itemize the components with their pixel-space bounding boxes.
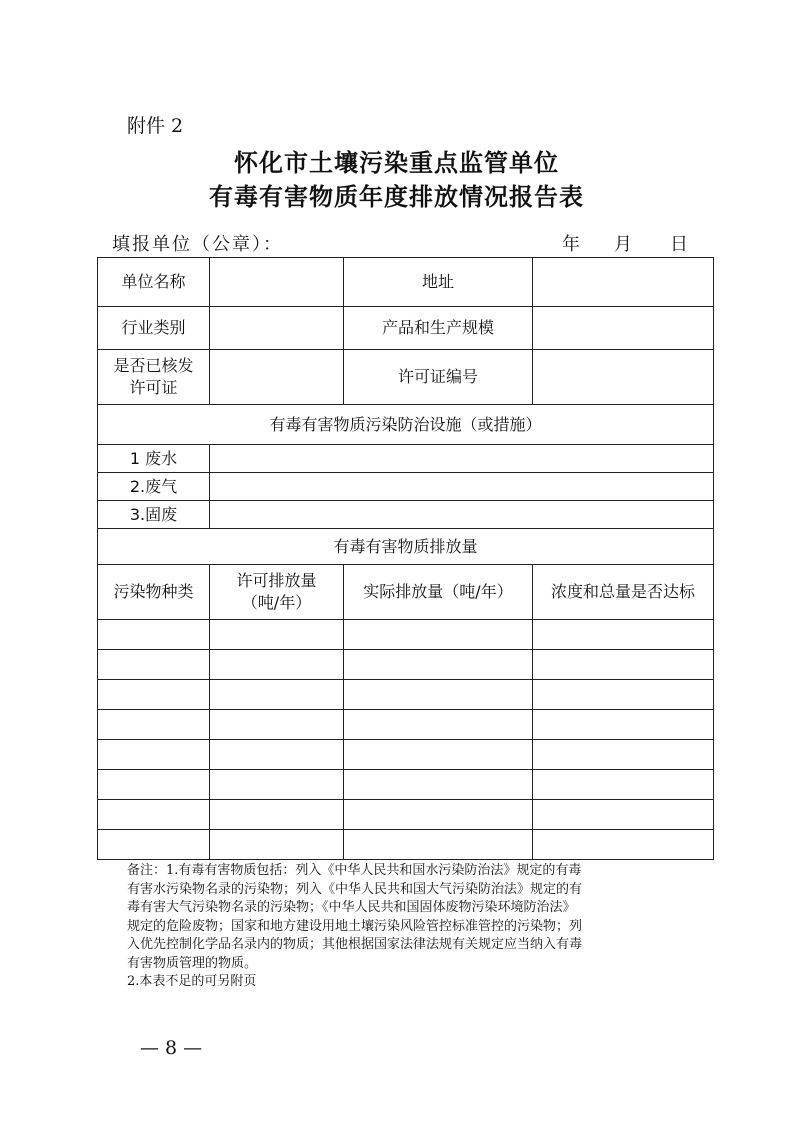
table-cell[interactable] — [533, 800, 714, 830]
table-cell[interactable] — [98, 770, 210, 800]
attachment-label: 附件 2 — [127, 115, 184, 137]
table-cell[interactable] — [344, 650, 533, 680]
table-cell[interactable] — [210, 710, 344, 740]
date-day-label: 日 — [670, 234, 688, 255]
table-cell[interactable] — [210, 650, 344, 680]
solidwaste-label: 3.固废 — [98, 501, 210, 529]
unit-name-field[interactable] — [210, 258, 344, 307]
wastegas-label: 2.废气 — [98, 473, 210, 501]
fill-unit-label: 填报单位（公章）： — [112, 234, 283, 255]
table-cell[interactable] — [210, 620, 344, 650]
col-header-permitted-line2: （吨/年） — [241, 593, 312, 612]
permit-issued-label-line2: 许可证 — [129, 378, 178, 397]
notes-line: 规定的危险废物；国家和地方建设用地土壤污染风险管控标准管控的污染物；列 — [127, 918, 583, 934]
industry-field[interactable] — [210, 307, 344, 350]
col-header-permitted — [210, 565, 344, 620]
table-cell[interactable] — [98, 740, 210, 770]
page-number: — 8 — — [140, 1037, 203, 1059]
col-header-pollutant: 污染物种类 — [98, 565, 210, 620]
table-cell[interactable] — [210, 830, 344, 860]
table-row — [98, 800, 714, 830]
document-title-line1: 怀化市土壤污染重点监管单位 — [234, 148, 559, 177]
table-row — [98, 650, 714, 680]
notes-block — [127, 862, 697, 992]
table-row — [98, 830, 714, 860]
table-cell[interactable] — [533, 650, 714, 680]
table-cell[interactable] — [344, 830, 533, 860]
notes-line: 有害水污染物名录的污染物；列入《中华人民共和国大气污染防治法》规定的有 — [127, 881, 583, 897]
table-cell[interactable] — [344, 620, 533, 650]
col-header-actual: 实际排放量（吨/年） — [344, 565, 533, 620]
table-row — [98, 680, 714, 710]
col-header-permitted-line1: 许可排放量 — [236, 571, 317, 590]
table-cell[interactable] — [344, 800, 533, 830]
table-cell[interactable] — [210, 800, 344, 830]
industry-label: 行业类别 — [98, 307, 210, 350]
table-cell[interactable] — [533, 620, 714, 650]
product-scale-field[interactable] — [533, 307, 714, 350]
wastegas-field[interactable] — [210, 473, 714, 501]
table-row — [98, 740, 714, 770]
col-header-compliance: 浓度和总量是否达标 — [533, 565, 714, 620]
table-cell[interactable] — [98, 830, 210, 860]
table-cell[interactable] — [533, 680, 714, 710]
table-cell[interactable] — [344, 740, 533, 770]
table-row — [98, 710, 714, 740]
unit-name-label: 单位名称 — [98, 258, 210, 307]
notes-line: 入优先控制化学品名录内的物质；其他根据国家法律法规有关规定应当纳入有毒 — [127, 937, 583, 952]
date-year-label: 年 — [562, 234, 580, 255]
table-cell[interactable] — [344, 680, 533, 710]
address-label: 地址 — [344, 258, 533, 307]
notes-line: 2.本表不足的可另附页 — [127, 974, 257, 989]
notes-line: 毒有害大气污染物名录的污染物；《中华人民共和国固体废物污染环境防治法》 — [127, 900, 576, 915]
table-cell[interactable] — [533, 740, 714, 770]
table-cell[interactable] — [98, 710, 210, 740]
emission-section-header: 有毒有害物质排放量 — [98, 529, 714, 565]
table-cell[interactable] — [344, 770, 533, 800]
table-cell[interactable] — [98, 680, 210, 710]
table-cell[interactable] — [210, 770, 344, 800]
product-scale-label: 产品和生产规模 — [344, 307, 533, 350]
table-cell[interactable] — [344, 710, 533, 740]
date-month-label: 月 — [614, 234, 632, 255]
permit-number-label: 许可证编号 — [344, 350, 533, 405]
table-cell[interactable] — [98, 800, 210, 830]
permit-issued-field[interactable] — [210, 350, 344, 405]
permit-number-field[interactable] — [533, 350, 714, 405]
table-cell[interactable] — [210, 740, 344, 770]
document-title-line2: 有毒有害物质年度排放情况报告表 — [209, 182, 584, 211]
solidwaste-field[interactable] — [210, 501, 714, 529]
notes-line: 有害物质管理的物质。 — [127, 955, 258, 971]
permit-issued-label — [98, 350, 210, 405]
facilities-section-header: 有毒有害物质污染防治设施（或措施） — [98, 405, 714, 445]
permit-issued-label-line1: 是否已核发 — [113, 356, 194, 375]
table-cell[interactable] — [98, 650, 210, 680]
table-cell[interactable] — [533, 710, 714, 740]
notes-line: 备注：1.有毒有害物质包括：列入《中华人民共和国水污染防治法》规定的有毒 — [127, 863, 582, 878]
report-table — [97, 257, 714, 860]
table-cell[interactable] — [533, 830, 714, 860]
table-cell[interactable] — [98, 620, 210, 650]
wastewater-field[interactable] — [210, 445, 714, 473]
table-cell[interactable] — [210, 680, 344, 710]
table-row — [98, 770, 714, 800]
table-cell[interactable] — [533, 770, 714, 800]
table-row — [98, 620, 714, 650]
wastewater-label: 1 废水 — [98, 445, 210, 473]
address-field[interactable] — [533, 258, 714, 307]
